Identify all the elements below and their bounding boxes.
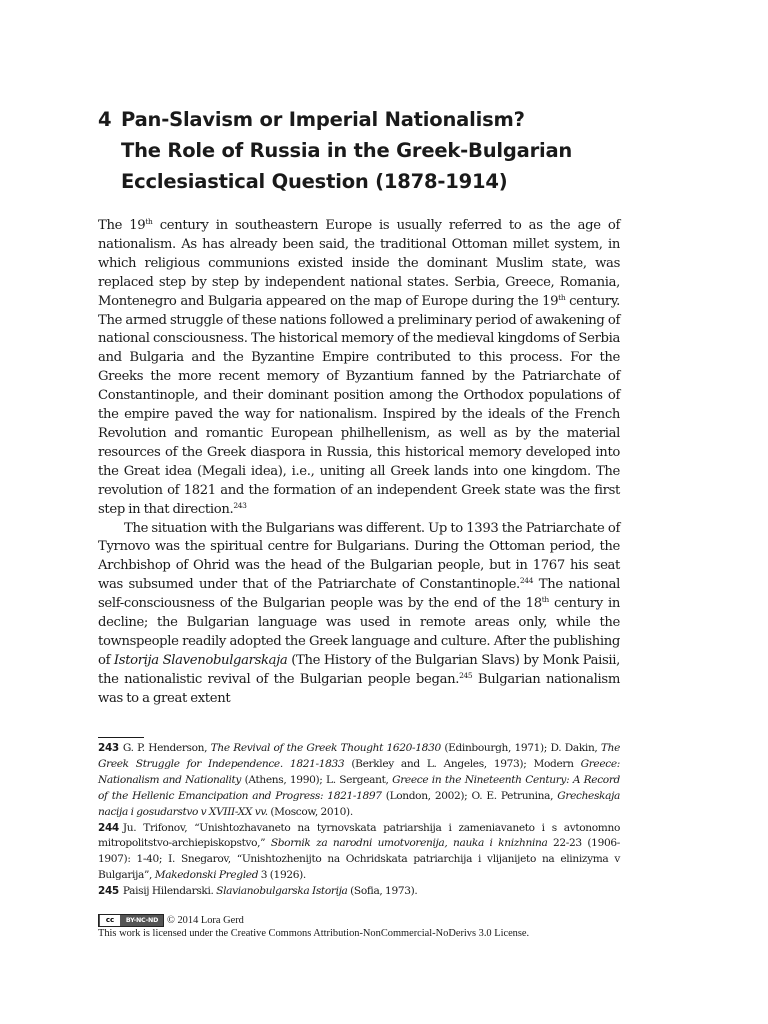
italic-title: Grecheskaja nacija i gosudarstvo v XVIII-XX vv.: [98, 789, 620, 818]
footnote-number: 245: [98, 885, 119, 898]
footnote-ref-243[interactable]: 243: [233, 500, 247, 510]
text-run: Bulgarian nationalism was to a great extent: [98, 671, 620, 706]
copyright-line: [98, 914, 620, 927]
footnote-number: 244: [98, 821, 119, 834]
footnote-ref-244[interactable]: 244: [519, 576, 534, 586]
license-statement: This work is licensed under the Creative Commons Attribution-NonCommercial-NoDerivs 3.0 License.: [98, 928, 530, 940]
superscript: th: [558, 292, 566, 302]
chapter-number: 4: [98, 108, 112, 131]
text-run: Paisij Hilendarski.: [122, 885, 217, 898]
copyright-text: © 2014 Lora Gerd: [167, 915, 244, 926]
text-run: (Moscow, 2010).: [267, 805, 353, 818]
chapter-title-line-3: Ecclesiastical Question (1878-1914): [121, 170, 508, 193]
license-block: [98, 914, 620, 940]
text-run: Ju. Trifonov, “Unishtozhavaneto na tyrnovskata patriarshija i zameniavaneto i s avtonomno mitropolitstvo-archiepiskopstvo,”: [98, 821, 620, 850]
footnote-243: [98, 741, 620, 821]
text-run: The situation with the Bulgarians was different. Up to 1393 the Patriarchate of Tyrnovo was the spiritual centre for Bulgarians. During the Ottoman period, the Archbishop of Ohrid was the head of the Bulgarian people, but in 1767 his seat was subsumed under that of the Patriarchate of Constantinople.: [98, 520, 620, 593]
italic-title: Slavianobulgarska Istorija: [216, 885, 348, 898]
page-content: [98, 104, 620, 709]
footnote-245: [98, 884, 620, 900]
cc-terms: BY-NC-ND: [125, 917, 159, 925]
chapter-heading: [98, 104, 620, 197]
text-run: (Berkley and L. Angeles, 1973); Modern: [344, 757, 581, 770]
footnotes: [98, 741, 620, 900]
text-run: (The History of the Bulgarian Slavs) by Monk Paisii, the nationalistic revival of the Bulgarian people began.: [98, 652, 620, 687]
superscript: th: [541, 595, 549, 605]
text-run: century in southeastern Europe is usually referred to as the age of nationalism. As has already been said, the traditional Ottoman millet system, in which religious communions existed inside the dominant Muslim state, was replaced step by step by independent national states. Serbia, Greece, Romania, Montenegro and Bulgaria appeared on the map of Europe during the 19: [98, 218, 621, 309]
chapter-title-line-1: Pan-Slavism or Imperial Nationalism?: [121, 108, 525, 131]
text-run: century in decline; the Bulgarian language was used in remote areas only, while the townspeople readily adopted the Greek language and culture. After the publishing of: [98, 596, 620, 668]
italic-title: Sbornik za narodni umotvorenija, nauka i knizhnina: [270, 837, 548, 850]
text-run: (London, 2002); O. E. Petrunina,: [381, 789, 558, 802]
body-text: [98, 217, 620, 709]
italic-title: The Revival of the Greek Thought 1620-1830: [210, 742, 441, 754]
text-run: G. P. Henderson,: [122, 742, 211, 754]
paragraph-2: [98, 520, 620, 709]
italic-title: Makedonski Pregled: [154, 869, 259, 882]
chapter-title-line-2: The Role of Russia in the Greek-Bulgarian: [121, 139, 573, 162]
paragraph-1: [98, 217, 620, 520]
footnote-244: [98, 821, 620, 885]
footnote-divider: [98, 737, 144, 738]
text-run: century. The armed struggle of these nations followed a preliminary period of awakening of national consciousness. The historical memory of the medieval kingdoms of Serbia and Bulgaria and the Byzantine Empire contributed to this process. For the Greeks the more recent memory of Byzantium fanned by the Patriarchate of Constantinople, and their dominant position among the Orthodox populations of the empire paved the way for nationalism. Inspired by the ideals of the French Revolution and romantic European philhellenism, as well as by the material resources of the Greek diaspora in Russia, this historical memory developed into the Great idea (Megali idea), i.e., uniting all Greek lands into one kingdom. The revolution of 1821 and the formation of an independent Greek state was the first step in that direction.: [98, 293, 621, 517]
text-run: The 19: [98, 218, 146, 233]
italic-title: Istorija Slavenobulgarskaja: [113, 652, 288, 668]
italic-title: Greece in the Nineteenth Century: A Record of the Hellenic Emancipation and Progress: 1821-1897: [98, 773, 620, 802]
italic-title: Greece: Nationalism and Nationality: [98, 757, 620, 786]
text-run: (Athens, 1990); L. Sergeant,: [241, 773, 393, 786]
text-run: 22-23 (1906-1907): 1-40; I. Snegarov, “Unishtozhenijto na Ochridskata patriarchija i vlijanijeto na elinizyma v Bulgarija”,: [98, 837, 620, 882]
text-run: 3 (1926).: [258, 869, 306, 882]
italic-title: The Greek Struggle for Independence. 1821-1833: [98, 742, 621, 770]
text-run: The national self-consciousness of the Bulgarian people was by the end of the 18: [98, 577, 620, 612]
text-run: (Sofia, 1973).: [347, 885, 418, 898]
text-run: (Edinbourgh, 1971); D. Dakin,: [440, 742, 601, 754]
superscript: th: [145, 217, 153, 226]
footnote-ref-245[interactable]: 245: [459, 670, 473, 680]
footnote-number: 243: [98, 742, 119, 754]
creative-commons-badge-icon[interactable]: [98, 914, 164, 927]
cc-logo: cc: [100, 915, 120, 926]
